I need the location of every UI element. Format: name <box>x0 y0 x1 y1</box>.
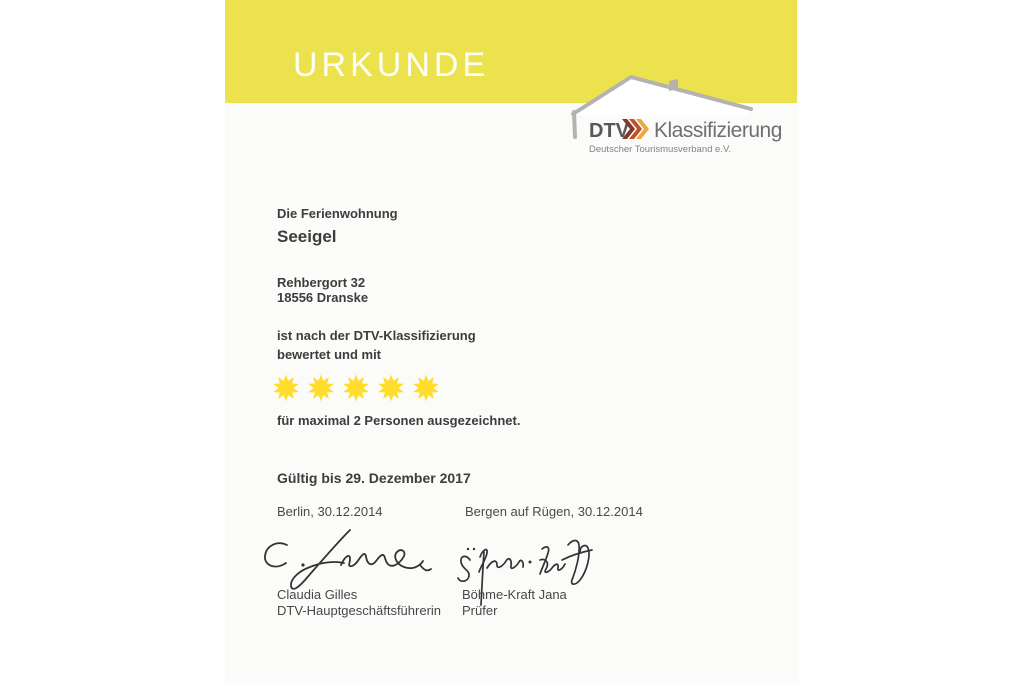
signatory-name: Böhme-Kraft Jana <box>462 587 567 602</box>
star-icon <box>412 374 440 402</box>
logo-name-text: Klassifizierung <box>654 119 782 142</box>
address-line-1: Rehbergort 32 <box>277 275 366 290</box>
address-line-2: 18556 Dranske <box>277 290 369 305</box>
statement-line-1: ist nach der DTV-Klassifizierung <box>277 328 476 343</box>
issue-place-date-right: Bergen auf Rügen, 30.12.2014 <box>465 504 643 519</box>
signature-claudia-gilles <box>265 530 431 589</box>
signatory-title: DTV-Hauptgeschäftsführerin <box>277 602 442 618</box>
award-line: für maximal 2 Personen ausgezeichnet. <box>277 413 521 428</box>
intro-line: Die Ferienwohnung <box>277 206 398 221</box>
star-rating <box>272 374 440 402</box>
star-icon <box>377 374 405 402</box>
property-address <box>277 275 368 305</box>
signatory-left <box>277 587 441 618</box>
chimney-icon <box>669 79 678 91</box>
certificate-title: URKUNDE <box>293 46 490 84</box>
logo-brand-text: DTV <box>589 120 629 142</box>
signatory-name: Claudia Gilles <box>277 587 358 602</box>
validity-line: Gültig bis 29. Dezember 2017 <box>277 470 471 486</box>
signatory-right <box>462 587 567 618</box>
logo-subtitle-text: Deutscher Tourismusverband e.V. <box>589 144 732 155</box>
dtv-klassifizierung-logo <box>555 48 805 166</box>
issue-place-date-left: Berlin, 30.12.2014 <box>277 504 383 519</box>
signatory-title: Prüfer <box>462 602 498 618</box>
star-icon <box>272 374 300 402</box>
house-wall-icon <box>574 112 575 137</box>
star-icon <box>342 374 370 402</box>
property-name: Seeigel <box>277 227 337 246</box>
statement-line-2: bewertet und mit <box>277 347 382 362</box>
star-icon <box>307 374 335 402</box>
classification-statement <box>277 326 476 364</box>
